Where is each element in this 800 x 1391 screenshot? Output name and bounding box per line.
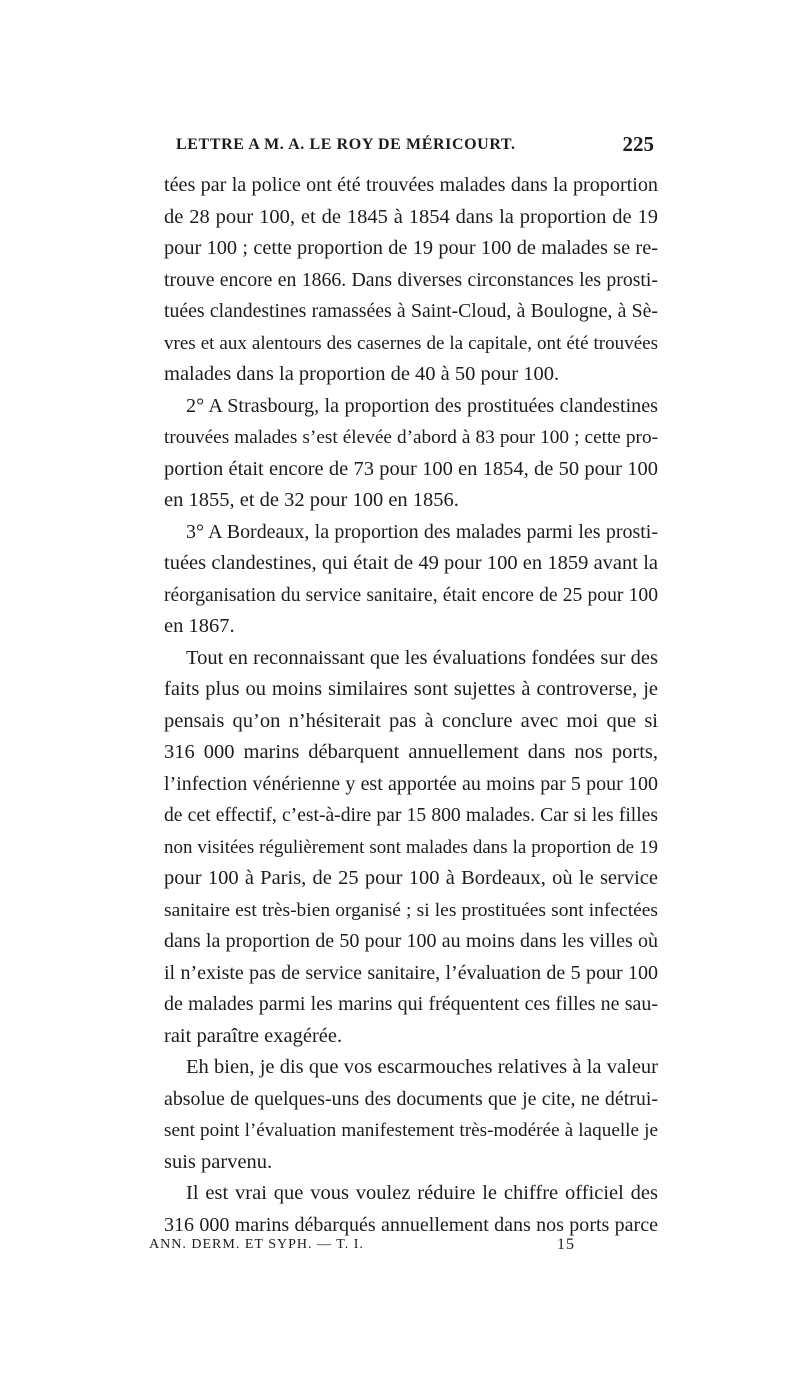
text-line: Tout en reconnaissant que les évaluations fondées sur des	[186, 646, 658, 669]
gathering-number: 15	[557, 1236, 575, 1253]
text-line: tées par la police ont été trouvées malades dans la proportion	[164, 174, 658, 196]
page-footer	[149, 1236, 658, 1257]
text-line: 2° A Strasbourg, la proportion des prostituées clandestines	[186, 394, 658, 417]
text-line: faits plus ou moins similaires sont sujettes à controverse, je	[164, 678, 658, 700]
text-line: pensais qu’on n’hésiterait pas à conclure avec moi que si	[164, 709, 658, 732]
text-line: pour 100 ; cette proportion de 19 pour 100 de malades se re-	[164, 237, 658, 259]
text-line: de cet effectif, c’est-à-dire par 15 800 malades. Car si les filles	[164, 805, 658, 826]
text-line: en 1855, et de 32 pour 100 en 1856.	[164, 489, 459, 511]
text-line: 316 000 marins débarqués annuellement dans nos ports parce	[164, 1213, 658, 1236]
text-line: en 1867.	[164, 615, 235, 637]
text-line: 316 000 marins débarquent annuellement dans nos ports,	[164, 741, 658, 763]
text-line: suis parvenu.	[164, 1150, 273, 1173]
running-title: LETTRE A M. A. LE ROY DE MÉRICOURT.	[176, 136, 516, 153]
text-line: rait paraître exagérée.	[164, 1024, 343, 1047]
text-line: portion était encore de 73 pour 100 en 1854, de 50 pour 100	[164, 457, 658, 480]
text-line: tuées clandestines ramassées à Saint-Cloud, à Boulogne, à Sè-	[164, 300, 658, 322]
text-line: pour 100 à Paris, de 25 pour 100 à Bordeaux, où le service	[164, 867, 658, 889]
text-line: tuées clandestines, qui était de 49 pour 100 en 1859 avant la	[164, 552, 658, 574]
text-line: l’infection vénérienne y est apportée au moins par 5 pour 100	[164, 772, 658, 795]
text-line: il n’existe pas de service sanitaire, l’évaluation de 5 pour 100	[164, 961, 658, 984]
text-line: absolue de quelques-uns des documents que je cite, ne détrui-	[164, 1087, 658, 1110]
text-line: Il est vrai que vous voulez réduire le chiffre officiel des	[186, 1182, 658, 1204]
text-line: réorganisation du service sanitaire, était encore de 25 pour 100	[164, 584, 658, 606]
text-line: trouvées malades s’est élevée d’abord à 83 pour 100 ; cette pro-	[164, 427, 658, 448]
running-head	[176, 132, 654, 158]
text-line: malades dans la proportion de 40 à 50 pour 100.	[164, 363, 560, 385]
text-line: sanitaire est très-bien organisé ; si les prostituées sont infectées	[164, 899, 658, 921]
body-text	[164, 170, 658, 1241]
text-line: Eh bien, je dis que vos escarmouches relatives à la valeur	[186, 1056, 658, 1078]
text-line: dans la proportion de 50 pour 100 au moins dans les villes où	[164, 930, 658, 952]
text-line: non visitées régulièrement sont malades dans la proportion de 19	[164, 836, 658, 858]
journal-signature: ANN. DERM. ET SYPH. — T. I.	[149, 1237, 364, 1252]
text-line: 3° A Bordeaux, la proportion des malades parmi les prosti-	[186, 520, 658, 543]
text-line: trouve encore en 1866. Dans diverses circonstances les prosti-	[164, 268, 658, 291]
text-line: vres et aux alentours des casernes de la capitale, ont été trouvées	[164, 332, 658, 354]
text-line: sent point l’évaluation manifestement très-modérée à laquelle je	[164, 1120, 658, 1141]
text-line: de malades parmi les marins qui fréquentent ces filles ne sau-	[164, 993, 658, 1015]
text-line: de 28 pour 100, et de 1845 à 1854 dans la proportion de 19	[164, 205, 658, 228]
page-number: 225	[622, 132, 654, 156]
